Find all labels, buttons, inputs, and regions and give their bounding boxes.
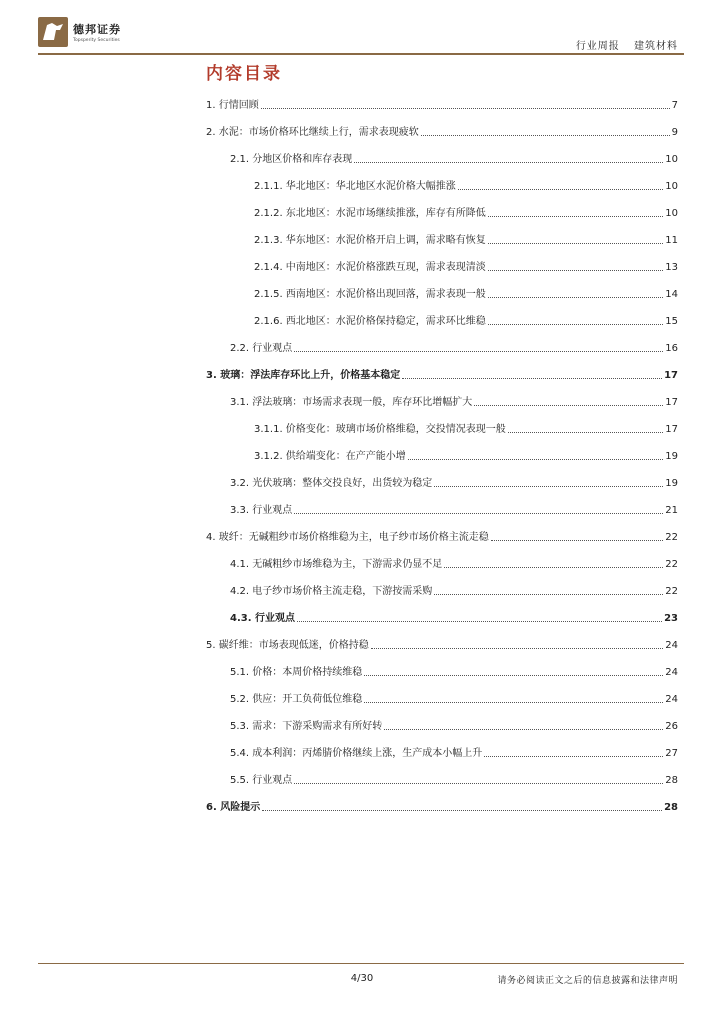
toc-leader-dots <box>434 486 663 487</box>
toc-leader-dots <box>444 567 663 568</box>
toc-entry-label: 3.1. 浮法玻璃：市场需求表现一般，库存环比增幅扩大 <box>230 397 473 408</box>
toc-entry[interactable] <box>254 260 678 274</box>
logo-name-en: Topsperity Securities <box>73 38 120 43</box>
toc-entry[interactable] <box>230 773 678 787</box>
toc-leader-dots <box>408 459 663 460</box>
legal-disclaimer: 请务必阅读正文之后的信息披露和法律声明 <box>497 976 678 986</box>
toc-entry-page: 19 <box>665 451 678 462</box>
toc-entry[interactable] <box>206 98 678 112</box>
toc-entry-label: 2.1.3. 华东地区：水泥价格开启上调，需求略有恢复 <box>254 235 486 246</box>
toc-leader-dots <box>384 729 663 730</box>
toc-entry-label: 2.2. 行业观点 <box>230 343 293 354</box>
toc-entry[interactable] <box>230 692 678 706</box>
toc-entry-page: 26 <box>665 721 678 732</box>
toc-entry-page: 23 <box>664 613 678 624</box>
toc-leader-dots <box>474 405 663 406</box>
toc-entry-page: 19 <box>665 478 678 489</box>
toc-entry-page: 10 <box>665 154 678 165</box>
toc-entry-label: 5.2. 供应：开工负荷低位维稳 <box>230 694 363 705</box>
toc-leader-dots <box>294 513 663 514</box>
toc-entry-page: 27 <box>665 748 678 759</box>
toc-entry-label: 3. 玻璃：浮法库存环比上升，价格基本稳定 <box>206 370 401 381</box>
toc-entry-label: 5.1. 价格：本周价格持续维稳 <box>230 667 363 678</box>
toc-entry-page: 17 <box>665 397 678 408</box>
toc-entry[interactable] <box>254 287 678 301</box>
report-type: 行业周报 <box>575 41 620 52</box>
toc-entry[interactable] <box>230 557 678 571</box>
toc-entry-page: 17 <box>664 370 678 381</box>
toc-entry-label: 2.1.6. 西北地区：水泥价格保持稳定，需求环比维稳 <box>254 316 486 327</box>
toc-entry-page: 24 <box>665 640 678 651</box>
toc-entry[interactable] <box>230 584 678 598</box>
toc-entry-page: 10 <box>665 208 678 219</box>
page-number: 4/30 <box>350 973 374 984</box>
toc-leader-dots <box>297 621 662 622</box>
toc-entry[interactable] <box>230 503 678 517</box>
toc-entry-page: 9 <box>671 127 678 138</box>
toc-entry-page: 10 <box>665 181 678 192</box>
toc-entry-label: 5.4. 成本利润：丙烯腈价格继续上涨，生产成本小幅上升 <box>230 748 483 759</box>
toc-entry[interactable] <box>254 206 678 220</box>
toc-entry[interactable] <box>230 395 678 409</box>
toc-entry[interactable] <box>254 179 678 193</box>
toc-leader-dots <box>491 540 664 541</box>
toc-entry-page: 15 <box>665 316 678 327</box>
company-logo-icon <box>38 17 68 47</box>
toc-entry-page: 14 <box>665 289 678 300</box>
toc-entry-page: 22 <box>665 586 678 597</box>
toc-entry-label: 4. 玻纤：无碱粗纱市场价格维稳为主，电子纱市场价格主流走稳 <box>206 532 489 543</box>
toc-entry-page: 7 <box>671 100 678 111</box>
header-rule <box>38 53 684 55</box>
toc-leader-dots <box>484 756 663 757</box>
toc-entry-page: 13 <box>665 262 678 273</box>
toc-leader-dots <box>421 135 670 136</box>
toc-entry[interactable] <box>254 233 678 247</box>
toc-entry-label: 1. 行情回顾 <box>206 100 259 111</box>
toc-entry-label: 2.1.5. 西南地区：水泥价格出现回落，需求表现一般 <box>254 289 486 300</box>
company-logo <box>38 17 121 47</box>
toc-entry-label: 4.1. 无碱粗纱市场维稳为主，下游需求仍显不足 <box>230 559 443 570</box>
toc-entry-page: 22 <box>665 559 678 570</box>
toc-entry[interactable] <box>206 800 678 814</box>
toc-entry[interactable] <box>206 368 678 382</box>
toc-entry[interactable] <box>254 449 678 463</box>
toc-entry[interactable] <box>230 611 678 625</box>
toc-entry-label: 5. 碳纤维：市场表现低迷，价格持稳 <box>206 640 369 651</box>
report-sector: 建筑材料 <box>634 41 678 52</box>
toc-entry[interactable] <box>230 476 678 490</box>
toc-leader-dots <box>294 351 663 352</box>
toc-entry[interactable] <box>206 530 678 544</box>
toc-entry-label: 5.5. 行业观点 <box>230 775 293 786</box>
toc-entry-label: 3.3. 行业观点 <box>230 505 293 516</box>
toc-leader-dots <box>371 648 664 649</box>
toc-entry[interactable] <box>254 314 678 328</box>
toc-leader-dots <box>364 702 663 703</box>
toc-entry-label: 2. 水泥：市场价格环比继续上行，需求表现疲软 <box>206 127 419 138</box>
toc-leader-dots <box>488 324 663 325</box>
toc-entry-label: 3.1.1. 价格变化：玻璃市场价格维稳，交投情况表现一般 <box>254 424 506 435</box>
toc-entry[interactable] <box>230 341 678 355</box>
toc-entry[interactable] <box>230 746 678 760</box>
toc-leader-dots <box>488 216 663 217</box>
toc-leader-dots <box>458 189 663 190</box>
toc-entry-page: 28 <box>665 775 678 786</box>
toc-entry-label: 4.2. 电子纱市场价格主流走稳，下游按需采购 <box>230 586 433 597</box>
toc-entry-label: 4.3. 行业观点 <box>230 613 295 624</box>
toc-title: 内容目录 <box>206 64 282 84</box>
toc-entry-page: 22 <box>665 532 678 543</box>
toc-entry[interactable] <box>230 152 678 166</box>
toc-entry-page: 21 <box>665 505 678 516</box>
toc-entry-label: 2.1.4. 中南地区：水泥价格涨跌互现，需求表现清淡 <box>254 262 486 273</box>
toc-entry-label: 3.2. 光伏玻璃：整体交投良好，出货较为稳定 <box>230 478 433 489</box>
toc-entry-page: 24 <box>665 667 678 678</box>
toc-entry-page: 11 <box>665 235 678 246</box>
toc-entry-label: 2.1.2. 东北地区：水泥市场继续推涨，库存有所降低 <box>254 208 486 219</box>
toc-entry[interactable] <box>230 665 678 679</box>
toc-leader-dots <box>261 108 670 109</box>
toc-entry-label: 2.1.1. 华北地区：华北地区水泥价格大幅推涨 <box>254 181 456 192</box>
toc-entry[interactable] <box>206 638 678 652</box>
toc-entry-page: 17 <box>665 424 678 435</box>
toc-leader-dots <box>354 162 663 163</box>
toc-entry-page: 24 <box>665 694 678 705</box>
toc-leader-dots <box>488 270 663 271</box>
logo-name-cn: 德邦证券 <box>73 23 121 36</box>
toc-entry[interactable] <box>206 125 678 139</box>
toc-entry-page: 16 <box>665 343 678 354</box>
toc-entry-label: 3.1.2. 供给端变化：在产产能小增 <box>254 451 406 462</box>
footer-rule <box>38 963 684 964</box>
toc-entry-label: 5.3. 需求：下游采购需求有所好转 <box>230 721 383 732</box>
toc-leader-dots <box>508 432 663 433</box>
toc-entry-label: 2.1. 分地区价格和库存表现 <box>230 154 353 165</box>
toc-entry-page: 28 <box>664 802 678 813</box>
toc-leader-dots <box>434 594 663 595</box>
toc-leader-dots <box>488 243 663 244</box>
toc-entry[interactable] <box>230 719 678 733</box>
toc-leader-dots <box>294 783 663 784</box>
report-header <box>576 37 678 52</box>
toc-entry-label: 6. 风险提示 <box>206 802 261 813</box>
toc-leader-dots <box>262 810 662 811</box>
toc-entry[interactable] <box>254 422 678 436</box>
toc-leader-dots <box>402 378 662 379</box>
toc-leader-dots <box>364 675 663 676</box>
toc-leader-dots <box>488 297 663 298</box>
